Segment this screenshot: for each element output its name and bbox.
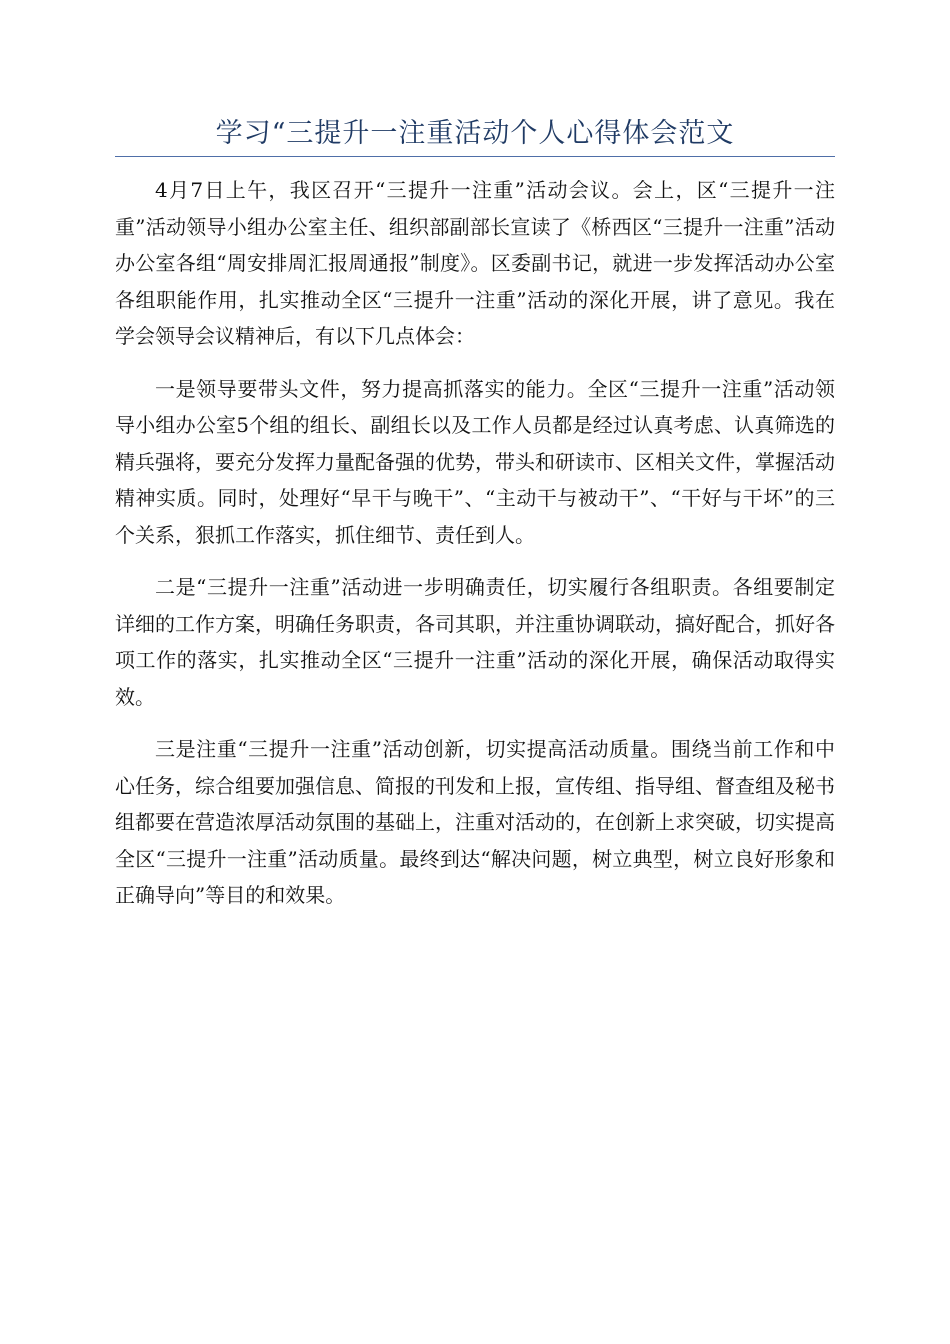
paragraph-intro: 4月7日上午，我区召开“三提升一注重”活动会议。会上，区“三提升一注重”活动领导小组办公室主任、组织部副部长宣读了《桥西区“三提升一注重”活动办公室各组“周安排周汇报周通报”制度》。区委副书记，就进一步发挥活动办公室各组职能作用，扎实推动全区“三提升一注重”活动的深化开展，讲了意见。我在学会领导会议精神后，有以下几点体会： <box>115 178 835 348</box>
paragraph-point-one: 一是领导要带头文件，努力提高抓落实的能力。全区“三提升一注重”活动领导小组办公室5个组的组长、副组长以及工作人员都是经过认真考虑、认真筛选的精兵强将，要充分发挥力量配备强的优势，带头和研读市、区相关文件，掌握活动精神实质。同时，处理好“早干与晚干”、“主动干与被动干”、“干好与干坏”的三个关系，狠抓工作落实，抓住细节、责任到人。 <box>115 376 835 547</box>
title-block <box>115 112 835 157</box>
paragraph-point-two: 二是“三提升一注重”活动进一步明确责任，切实履行各组职责。各组要制定详细的工作方案，明确任务职责，各司其职，并注重协调联动，搞好配合，抓好各项工作的落实，扎实推动全区“三提升一注重”活动的深化开展，确保活动取得实效。 <box>115 575 835 709</box>
document-body <box>115 172 835 930</box>
paragraph-point-three: 三是注重“三提升一注重”活动创新，切实提高活动质量。围绕当前工作和中心任务，综合组要加强信息、简报的刊发和上报，宣传组、指导组、督查组及秘书组都要在营造浓厚活动氛围的基础上，注重对活动的，在创新上求突破，切实提高全区“三提升一注重”活动质量。最终到达“解决问题，树立典型，树立良好形象和正确导向”等目的和效果。 <box>115 737 835 907</box>
document-title: 学习“三提升一注重活动个人心得体会范文 <box>215 118 735 149</box>
